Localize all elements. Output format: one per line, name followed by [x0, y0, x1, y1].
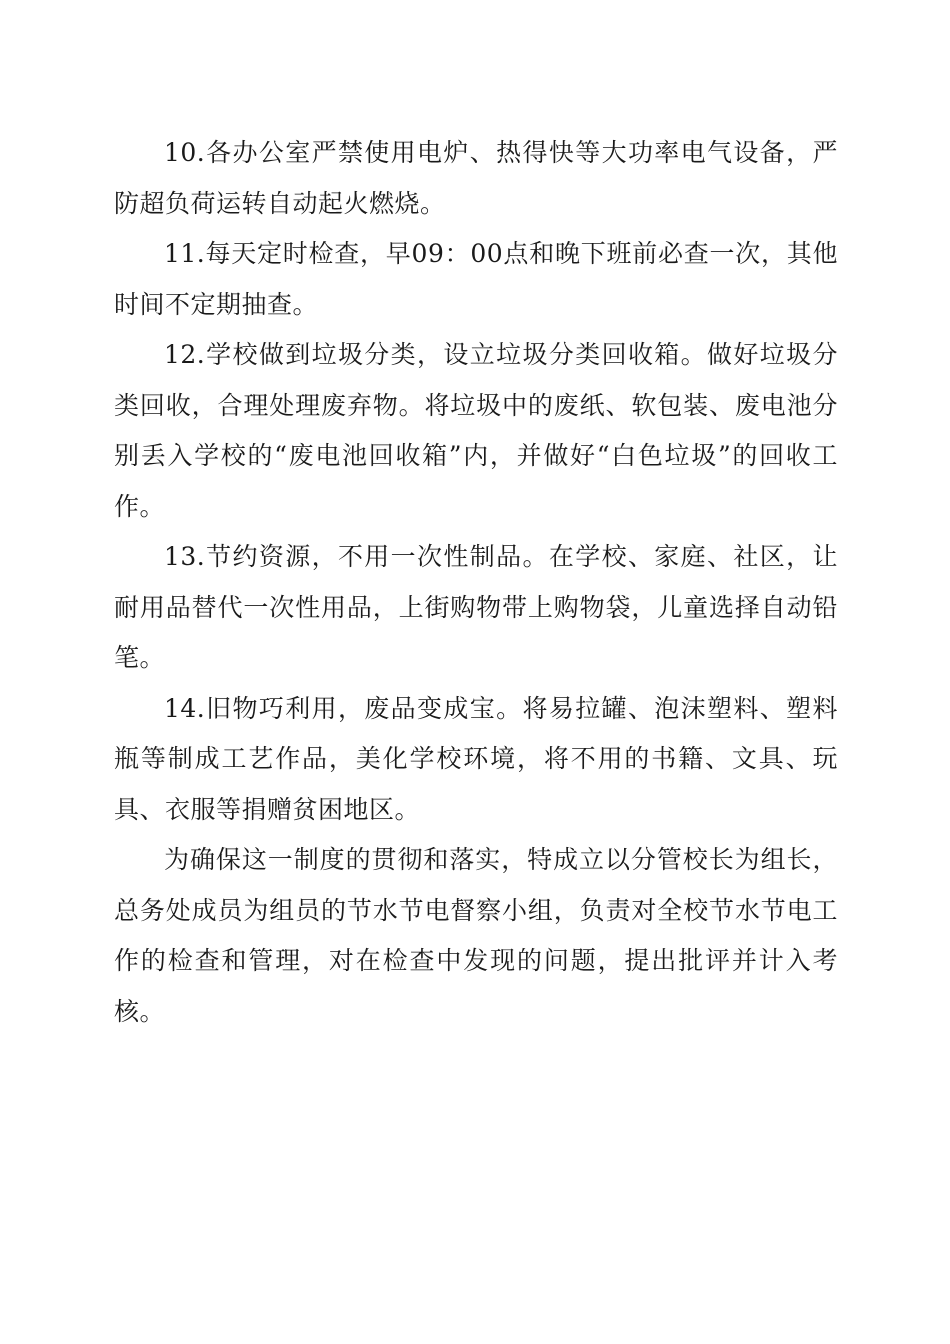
paragraph-conclusion: 为确保这一制度的贯彻和落实，特成立以分管校长为组长，总务处成员为组员的节水节电督察小组，负责对全校节水节电工作的检查和管理，对在检查中发现的问题，提出批评并计入考核。: [114, 845, 838, 1026]
paragraph-item-14: 14.旧物巧利用，废品变成宝。将易拉罐、泡沫塑料、塑料瓶等制成工艺作品，美化学校环境，将不用的书籍、文具、玩具、衣服等捐赠贫困地区。: [114, 693, 838, 824]
paragraph-item-11: 11.每天定时检查，早09：00点和晚下班前必查一次，其他时间不定期抽查。: [114, 239, 838, 319]
paragraph-item-13: 13.节约资源，不用一次性制品。在学校、家庭、社区，让耐用品替代一次性用品，上街购物带上购物袋，儿童选择自动铅笔。: [114, 542, 838, 672]
paragraph-item-10: 10.各办公室严禁使用电炉、热得快等大功率电气设备，严防超负荷运转自动起火燃烧。: [114, 138, 838, 218]
document-body: [114, 128, 838, 1037]
paragraph-item-12: 12.学校做到垃圾分类，设立垃圾分类回收箱。做好垃圾分类回收，合理处理废弃物。将垃圾中的废纸、软包装、废电池分别丢入学校的“废电池回收箱”内，并做好“白色垃圾”的回收工作。: [114, 340, 838, 521]
